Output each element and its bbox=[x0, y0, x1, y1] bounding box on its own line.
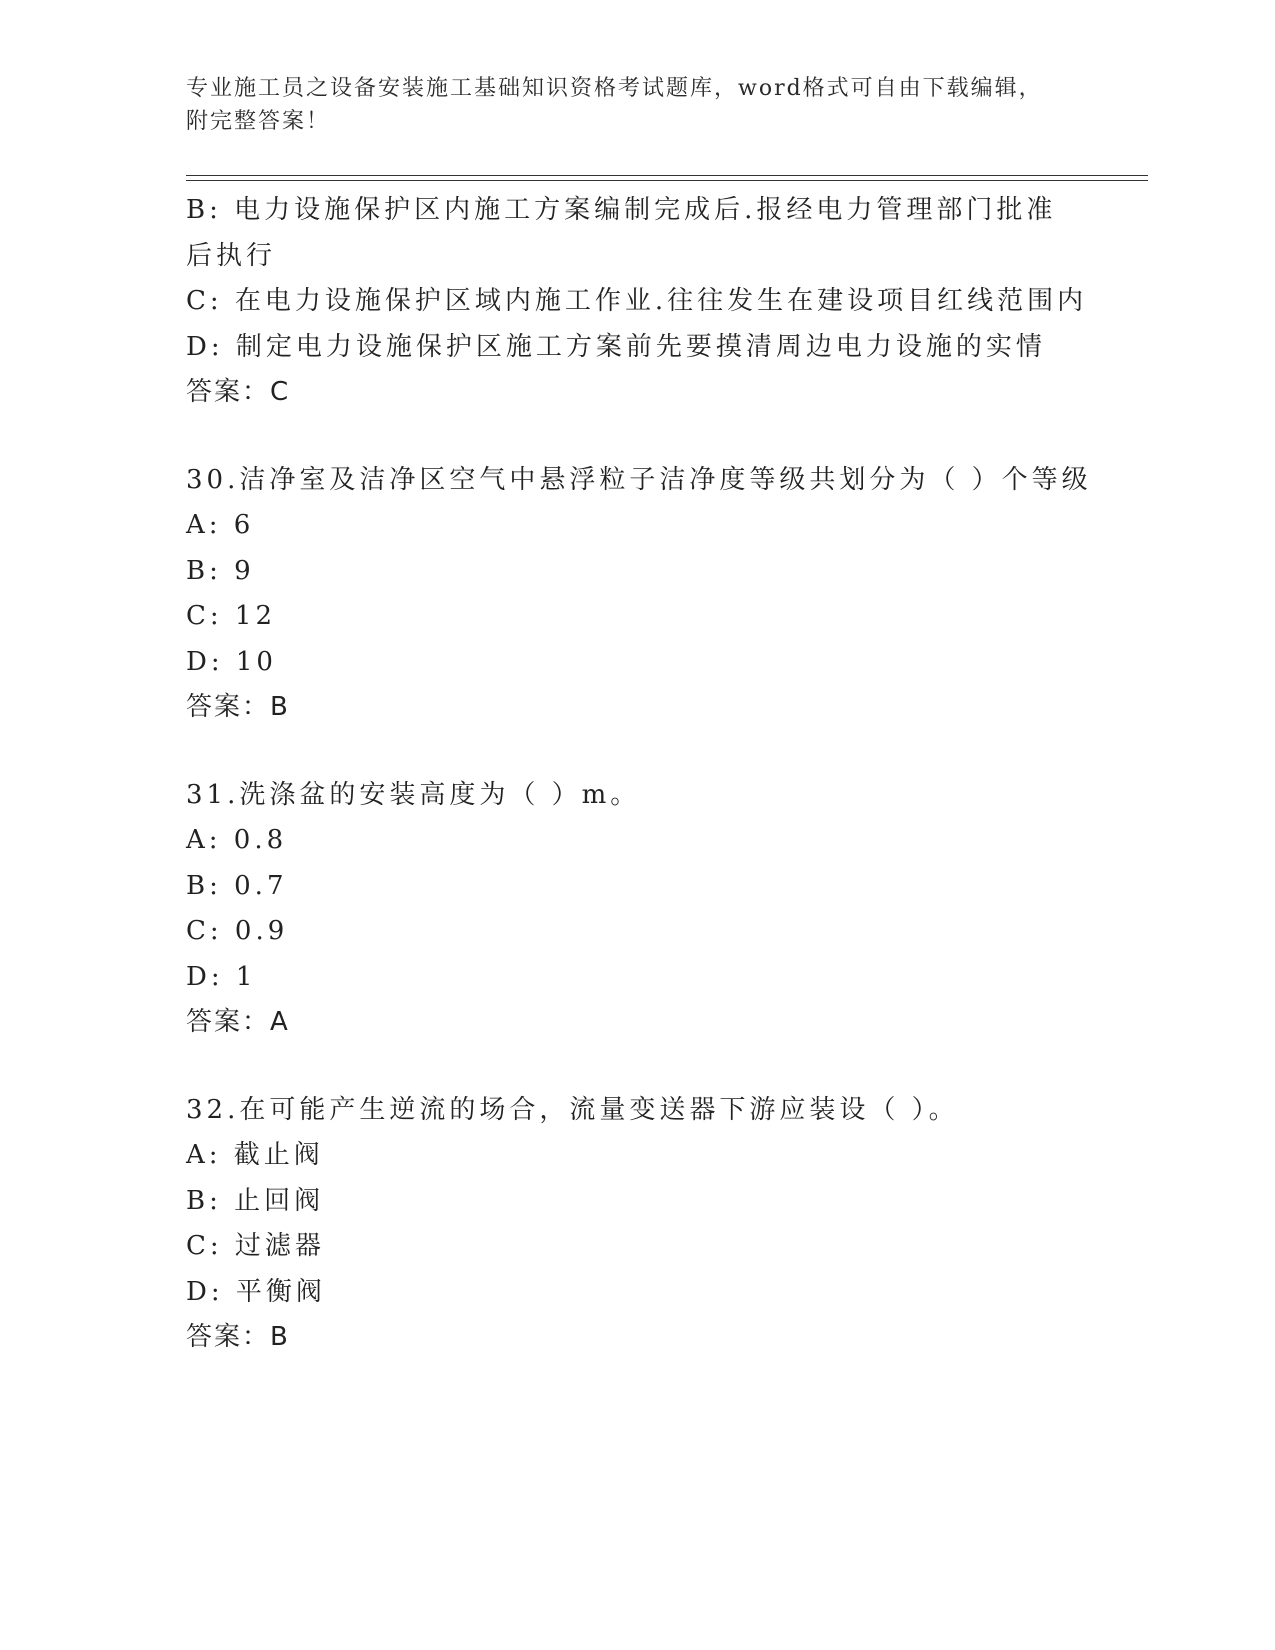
option-c: C: 0.9 bbox=[186, 916, 289, 946]
option-c: C: 12 bbox=[186, 601, 277, 631]
option-d: D: 1 bbox=[186, 961, 257, 992]
spacer bbox=[186, 416, 1066, 458]
option-b: B: 9 bbox=[186, 555, 255, 586]
question-32 bbox=[186, 1088, 1066, 1361]
document-header: 专业施工员之设备安装施工基础知识资格考试题库，word格式可自由下载编辑，附完整答案！ bbox=[186, 76, 1043, 134]
answer: 答案：A bbox=[186, 1007, 290, 1037]
option-c: C: 过滤器 bbox=[186, 1231, 325, 1261]
question-stem: 31.洗涤盆的安装高度为（ ）m。 bbox=[186, 779, 641, 810]
option-d: D: 10 bbox=[186, 646, 277, 677]
option-b: B: 止回阀 bbox=[186, 1185, 325, 1216]
question-31 bbox=[186, 773, 1066, 1046]
spacer bbox=[186, 731, 1066, 773]
option-d: D: 制定电力设施保护区施工方案前先要摸清周边电力设施的实情 bbox=[186, 331, 1046, 362]
question-30 bbox=[186, 458, 1092, 731]
answer: 答案：B bbox=[186, 1322, 290, 1352]
option-a: A: 0.8 bbox=[186, 825, 288, 855]
answer: 答案：C bbox=[186, 377, 291, 407]
question-content bbox=[186, 188, 1092, 1361]
spacer bbox=[186, 1046, 1066, 1088]
answer: 答案：B bbox=[186, 692, 290, 722]
option-b: B: 0.7 bbox=[186, 870, 288, 901]
option-c: C: 在电力设施保护区域内施工作业.往往发生在建设项目红线范围内 bbox=[186, 286, 1088, 316]
question-stem: 30.洁净室及洁净区空气中悬浮粒子洁净度等级共划分为（ ）个等级 bbox=[186, 464, 1092, 495]
header-rule-thick bbox=[186, 175, 1148, 176]
option-a: A: 截止阀 bbox=[186, 1140, 324, 1170]
question-29-continuation bbox=[186, 188, 1088, 416]
header-rule-thin bbox=[186, 180, 1148, 181]
option-b: B: 电力设施保护区内施工方案编制完成后.报经电力管理部门批准后执行 bbox=[186, 195, 1057, 271]
question-stem: 32.在可能产生逆流的场合，流量变送器下游应装设（ ）。 bbox=[186, 1094, 959, 1125]
option-a: A: 6 bbox=[186, 510, 255, 540]
option-d: D: 平衡阀 bbox=[186, 1276, 326, 1307]
